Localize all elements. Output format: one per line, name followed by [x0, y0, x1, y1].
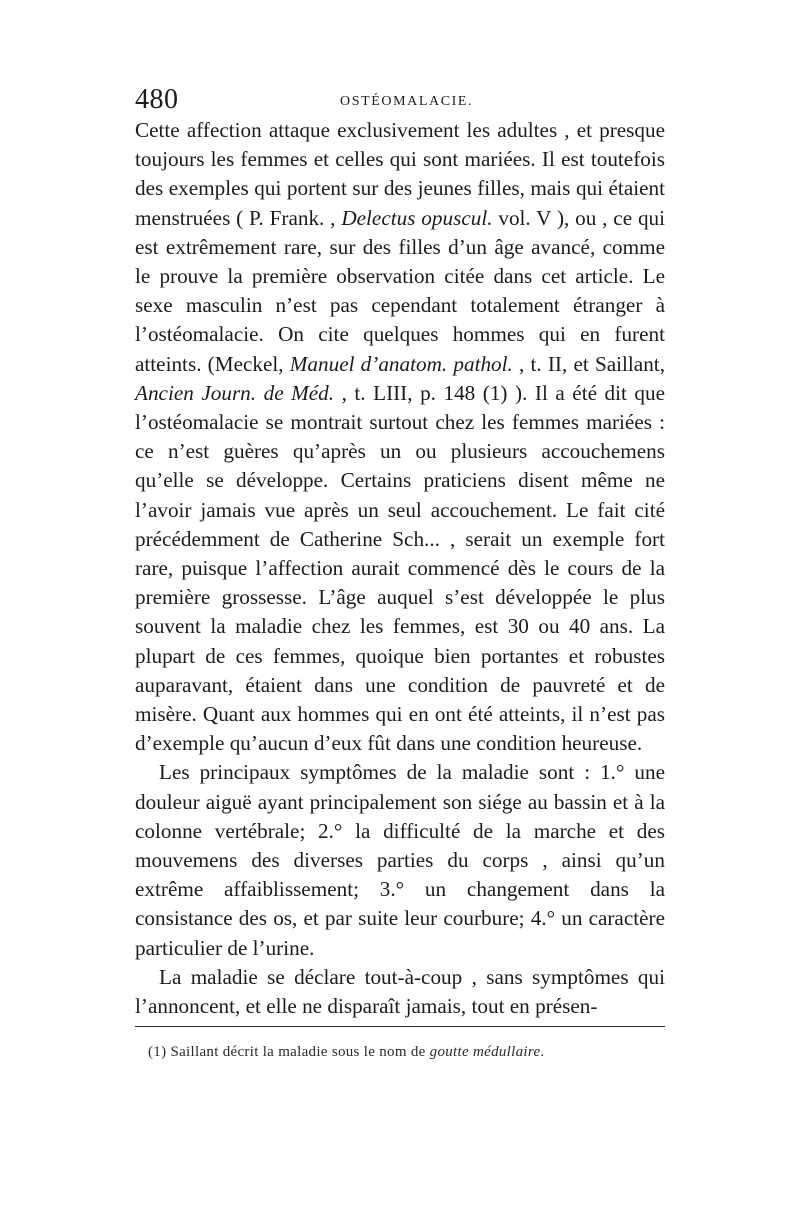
- citation-ancien-journ: Ancien Journ. de Méd.: [135, 380, 335, 405]
- paragraph-3: [135, 963, 665, 1021]
- footnote: [148, 1044, 668, 1061]
- paragraph-2-text: Les principaux symptômes de la maladie sont : 1.° une douleur aiguë ayant principalement son siége au bassin et à la colonne vertébrale; 2.° la difficulté de la marche et des mouvemens des diverses parties du corps , ainsi qu’un extrême affaiblissement; 3.° un changement dans la consistance des os, et par suite leur courbure; 4.° un caractère particulier de l’urine.: [135, 760, 665, 960]
- footnote-text: Saillant décrit la maladie sous le nom de: [166, 1044, 430, 1060]
- paragraph-1-text: vol. V ), ou , ce qui est extrêmement rare, sur des filles d’un âge avancé, comme le prouve la première observation citée dans cet article. Le sexe masculin n’est pas cependant totalement étranger à l’ostéomalacie. On cite quelques hommes qui en furent atteints. (Meckel,: [135, 205, 666, 376]
- page-header: [135, 84, 665, 120]
- paragraph-1-text: , t. II, et Saillant,: [512, 351, 665, 376]
- paragraph-1: [135, 116, 665, 758]
- body-text: [135, 116, 665, 1021]
- page-number: 480: [135, 84, 179, 115]
- paragraph-1-text: , t. LIII, p. 148 (1) ). Il a été dit que l’ostéomalacie se montrait surtout chez les femmes mariées : ce n’est guères qu’après un ou plusieurs accouchemens qu’elle se développe. Certains praticiens disent même ne l’avoir jamais vue après un seul accouchement. Le fait cité précédemment de Catherine Sch... , serait un exemple fort rare, puisque l’affection aurait commencé dès le cours de la première grossesse. L’âge auquel s’est développée le plus souvent la maladie chez les femmes, est 30 ou 40 ans. La plupart de ces femmes, quoique bien portantes et robustes auparavant, étaient dans une condition de pauvreté et de misère. Quant aux hommes qui en ont été atteints, il n’est pas d’exemple qu’aucun d’eux fût dans une condition heureuse.: [135, 380, 665, 756]
- paragraph-1-text: Cette affection attaque exclusivement les adultes , et presque toujours les femmes et celles qui sont mariées. Il est toutefois des exemples qui portent sur des jeunes filles, mais qui étaient menstruées ( P. Frank. ,: [135, 118, 665, 230]
- footnote-italic-term: goutte médullaire: [429, 1044, 541, 1060]
- footnote-marker: (1): [148, 1044, 167, 1060]
- footnote-text-end: .: [540, 1044, 545, 1060]
- footnote-rule: [135, 1026, 665, 1027]
- running-title: OSTÉOMALACIE.: [340, 94, 474, 109]
- paragraph-2: [135, 758, 665, 962]
- citation-manuel-anatom: Manuel d’anatom. pathol.: [289, 351, 513, 376]
- paragraph-3-text: La maladie se déclare tout-à-coup , sans symptômes qui l’annoncent, et elle ne disparaît jamais, tout en présen-: [135, 964, 665, 1019]
- citation-delectus-opuscul: Delectus opuscul.: [341, 205, 493, 230]
